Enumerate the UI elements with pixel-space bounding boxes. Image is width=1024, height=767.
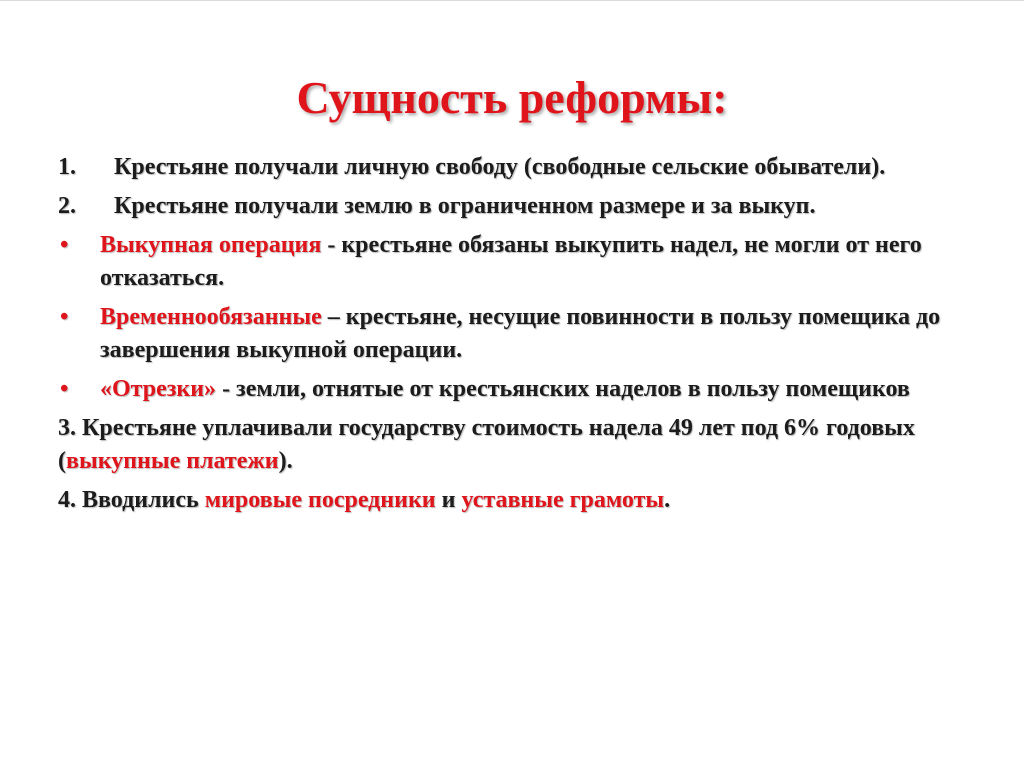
bullet-item-text	[58, 373, 958, 406]
list-number: 2.	[58, 193, 76, 219]
list-number: 1.	[58, 154, 76, 180]
term-highlight: уставные грамоты	[461, 487, 665, 513]
bullet-item-temporary	[58, 301, 958, 367]
term-highlight: Выкупная операция	[100, 232, 322, 258]
list-item-4	[58, 484, 958, 517]
term-definition: - крестьяне обязаны выкупить надел, не могли от него отказаться.	[100, 232, 922, 291]
list-item-text	[58, 484, 958, 517]
list-item-1	[58, 151, 958, 184]
term-highlight: Временнообязанные	[100, 304, 322, 330]
list-item-text: Крестьяне получали землю в ограниченном размере и за выкуп.	[114, 193, 816, 219]
bullet-item-text	[58, 301, 958, 367]
text-middle: и	[435, 487, 462, 513]
term-definition: - земли, отнятые от крестьянских наделов в пользу помещиков	[216, 376, 910, 402]
text-suffix: ).	[278, 448, 293, 474]
bullet-item-text	[58, 229, 958, 295]
bullet-item-cuts	[58, 373, 958, 406]
bullet-item-buyout	[58, 229, 958, 295]
list-item-text: Крестьяне получали личную свободу (свободные сельские обыватели).	[114, 154, 886, 180]
list-item-2	[58, 190, 958, 223]
text-suffix: .	[664, 487, 671, 513]
text-prefix: 3. Крестьяне уплачивали государству стоимость надела 49 лет под 6% годовых (	[58, 415, 915, 474]
term-highlight: мировые посредники	[204, 487, 436, 513]
bullet-icon: •	[60, 232, 69, 258]
bullet-icon: •	[60, 304, 69, 330]
term-highlight: «Отрезки»	[100, 376, 217, 402]
term-highlight: выкупные платежи	[66, 448, 279, 474]
slide-content	[58, 151, 958, 523]
slide-title: Сущность реформы:	[296, 72, 728, 123]
list-item-text	[58, 412, 958, 478]
term-definition: – крестьяне, несущие повинности в пользу помещика до завершения выкупной операции.	[100, 304, 941, 363]
text-prefix: 4. Вводились	[58, 487, 205, 513]
bullet-icon: •	[60, 376, 69, 402]
list-item-3	[58, 412, 958, 478]
